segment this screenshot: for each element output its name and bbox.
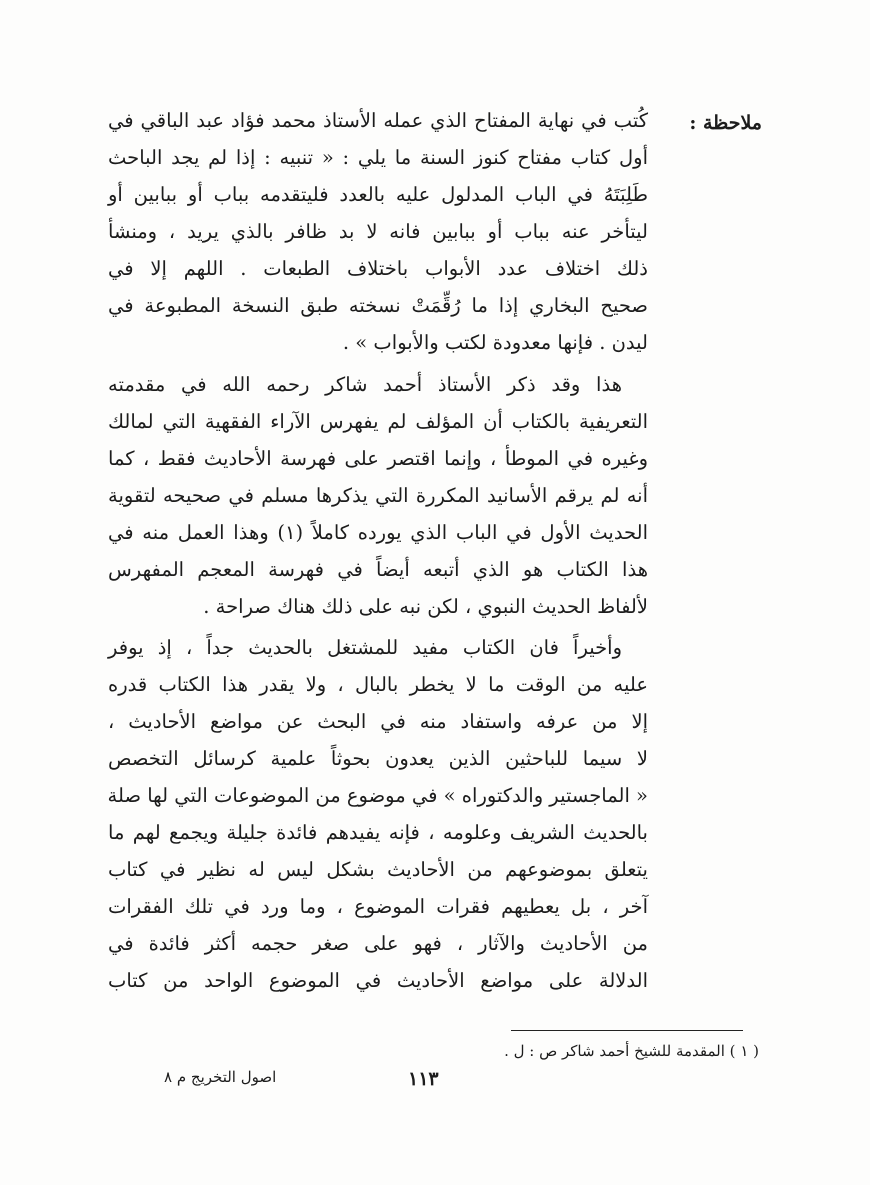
text-line: من الأحاديث والآثار ، فهو على صغر حجمه أكثر فائدة في <box>108 932 648 955</box>
footnote-divider <box>511 1030 743 1031</box>
text-line: هذا وقد ذكر الأستاذ أحمد شاكر رحمه الله في مقدمته <box>108 373 622 396</box>
text-line: ليتأخر عنه بباب أو ببابين فانه لا بد ظافر بالذي يريد ، ومنشأ <box>108 220 648 243</box>
text-line: أنه لم يرقم الأسانيد المكررة التي يذكرها مسلم في صحيحه لتقوية <box>108 484 648 507</box>
text-line: التعريفية بالكتاب أن المؤلف لم يفهرس الآراء الفقهية التي لمالك <box>108 410 648 433</box>
text-line: وغيره في الموطأ ، وإنما اقتصر على فهرسة الأحاديث فقط ، كما <box>108 447 648 470</box>
text-line: ليدن . فإنها معدودة لكتب والأبواب » . <box>342 331 648 354</box>
text-line: طَلِبَتَهُ في الباب المدلول عليه بالعدد فليتقدمه بباب أو ببابين أو <box>108 183 648 206</box>
footnote: ( ١ ) المقدمة للشيخ أحمد شاكر ص : ل . <box>504 1042 759 1060</box>
signature-mark: اصول التخريج م ٨ <box>164 1068 277 1086</box>
text-line: لا سيما للباحثين الذين يعدون بحوثاً علمية كرسائل التخصص <box>108 747 648 770</box>
text-line: آخر ، بل يعطيهم فقرات الموضوع ، وما ورد في تلك الفقرات <box>108 895 648 918</box>
text-line: بالحديث الشريف وعلومه ، فإنه يفيدهم فائدة جليلة ويجمع لهم ما <box>108 821 648 844</box>
text-line: الحديث الأول في الباب الذي يورده كاملاً (١) وهذا العمل منه في <box>108 521 648 544</box>
text-line: لألفاظ الحديث النبوي ، لكن نبه على ذلك هناك صراحة . <box>203 595 648 618</box>
text-line: هذا الكتاب هو الذي أتبعه أيضاً في فهرسة المعجم المفهرس <box>108 558 648 581</box>
page-number: ١١٣ <box>408 1068 439 1090</box>
text-line: يتعلق بموضوعهم من الأحاديث بشكل ليس له نظير في كتاب <box>108 858 648 881</box>
text-line: عليه من الوقت ما لا يخطر بالبال ، ولا يقدر هذا الكتاب قدره <box>108 673 648 696</box>
text-line: إلا من عرفه واستفاد منه في البحث عن مواضع الأحاديث ، <box>108 710 648 733</box>
text-line: ذلك اختلاف عدد الأبواب باختلاف الطبعات . اللهم إلا في <box>108 257 648 280</box>
text-line: الدلالة على مواضع الأحاديث في الموضوع الواحد من كتاب <box>108 969 648 992</box>
note-label: ملاحظة : <box>689 112 762 134</box>
text-line: كُتب في نهاية المفتاح الذي عمله الأستاذ محمد فؤاد عبد الباقي في <box>108 109 648 132</box>
text-line: صحيح البخاري إذا ما رُقِّمَتْ نسخته طبق النسخة المطبوعة في <box>108 294 648 317</box>
text-line: وأخيراً فان الكتاب مفيد للمشتغل بالحديث جداً ، إذ يوفر <box>108 636 622 659</box>
text-line: « الماجستير والدكتوراه » في موضوع من الموضوعات التي لها صلة <box>107 784 648 807</box>
text-line: أول كتاب مفتاح كنوز السنة ما يلي : « تنبيه : إذا لم يجد الباحث <box>108 146 648 169</box>
